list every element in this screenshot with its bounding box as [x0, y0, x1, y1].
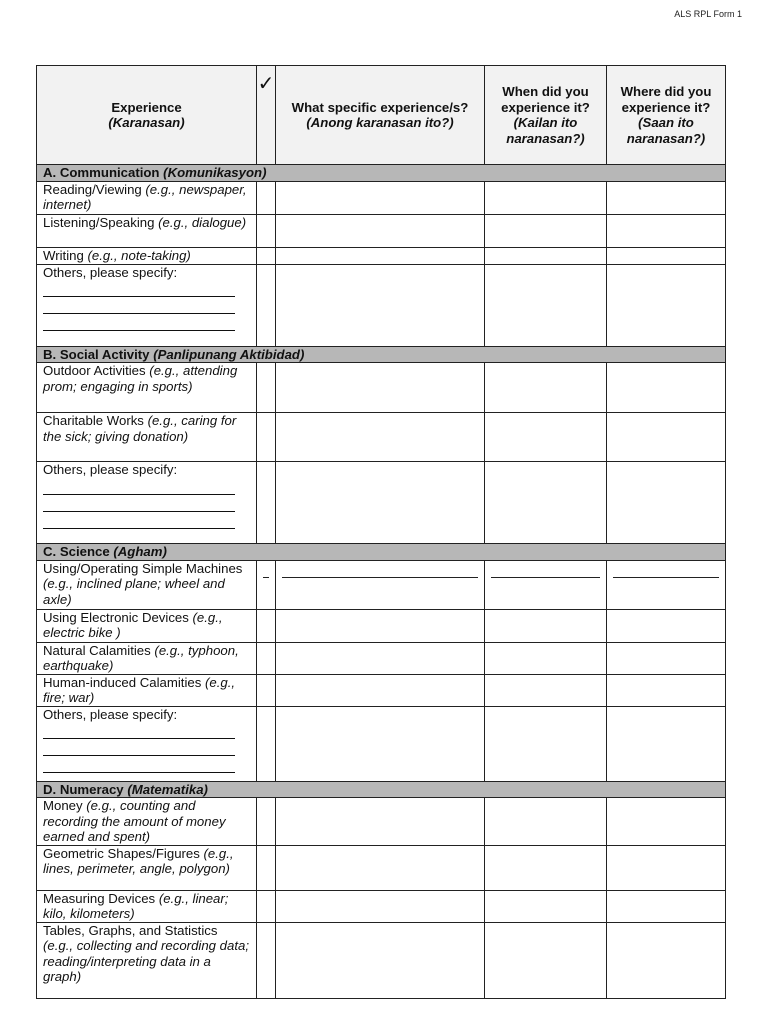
where-cell[interactable] [607, 560, 726, 609]
when-cell[interactable] [485, 642, 607, 674]
when-cell[interactable] [485, 845, 607, 890]
specify-line[interactable] [43, 739, 235, 756]
where-cell[interactable] [607, 706, 726, 781]
when-cell[interactable] [485, 609, 607, 642]
what-cell[interactable] [276, 181, 485, 214]
check-cell[interactable] [257, 181, 276, 214]
when-cell[interactable] [485, 560, 607, 609]
table-row: Using/Operating Simple Machines (e.g., inclined plane; wheel and axle) [37, 560, 726, 609]
header-when: When did you experience it? (Kailan ito naranasan?) [485, 66, 607, 165]
table-row: Others, please specify: [37, 264, 726, 346]
when-cell[interactable] [485, 264, 607, 346]
form-label: ALS RPL Form 1 [674, 9, 742, 19]
table-row: Money (e.g., counting and recording the amount of money earned and spent) [37, 798, 726, 846]
table-row: Human-induced Calamities (e.g., fire; war) [37, 674, 726, 706]
what-cell[interactable] [276, 706, 485, 781]
table-row: Charitable Works (e.g., caring for the sick; giving donation) [37, 413, 726, 462]
when-cell[interactable] [485, 890, 607, 922]
check-cell[interactable] [257, 706, 276, 781]
table-row: Geometric Shapes/Figures (e.g., lines, perimeter, angle, polygon) [37, 845, 726, 890]
where-cell[interactable] [607, 642, 726, 674]
table-row: Measuring Devices (e.g., linear; kilo, kilometers) [37, 890, 726, 922]
what-cell[interactable] [276, 247, 485, 264]
specify-line[interactable] [43, 314, 235, 331]
specify-line[interactable] [43, 495, 235, 512]
section-header: C. Science (Agham) [37, 544, 726, 561]
where-cell[interactable] [607, 845, 726, 890]
check-cell[interactable] [257, 462, 276, 544]
where-cell[interactable] [607, 890, 726, 922]
what-cell[interactable] [276, 413, 485, 462]
header-what: What specific experience/s? (Anong karanasan ito?) [276, 66, 485, 165]
when-cell[interactable] [485, 247, 607, 264]
check-cell[interactable] [257, 413, 276, 462]
header-check [257, 66, 276, 165]
where-cell[interactable] [607, 363, 726, 413]
check-cell[interactable] [257, 363, 276, 413]
what-cell[interactable] [276, 922, 485, 998]
what-cell[interactable] [276, 462, 485, 544]
when-cell[interactable] [485, 798, 607, 846]
table-row: Writing (e.g., note-taking) [37, 247, 726, 264]
when-cell[interactable] [485, 363, 607, 413]
section-header: D. Numeracy (Matematika) [37, 781, 726, 798]
specify-line[interactable] [43, 722, 235, 739]
table-row: Using Electronic Devices (e.g., electric bike ) [37, 609, 726, 642]
where-cell[interactable] [607, 674, 726, 706]
table-row: Natural Calamities (e.g., typhoon, earthquake) [37, 642, 726, 674]
where-cell[interactable] [607, 181, 726, 214]
specify-line[interactable] [43, 280, 235, 297]
where-cell[interactable] [607, 798, 726, 846]
specify-line[interactable] [43, 512, 235, 529]
what-cell[interactable] [276, 642, 485, 674]
what-cell[interactable] [276, 560, 485, 609]
table-row: Others, please specify: [37, 462, 726, 544]
table-row: Reading/Viewing (e.g., newspaper, internet) [37, 181, 726, 214]
table-row: Tables, Graphs, and Statistics (e.g., collecting and recording data; reading/interpreting data in a graph) [37, 922, 726, 998]
when-cell[interactable] [485, 922, 607, 998]
when-cell[interactable] [485, 674, 607, 706]
check-cell[interactable] [257, 674, 276, 706]
header-where: Where did you experience it? (Saan ito naranasan?) [607, 66, 726, 165]
where-cell[interactable] [607, 922, 726, 998]
what-cell[interactable] [276, 798, 485, 846]
what-cell[interactable] [276, 845, 485, 890]
header-row [37, 66, 726, 165]
when-cell[interactable] [485, 462, 607, 544]
check-cell[interactable] [257, 642, 276, 674]
where-cell[interactable] [607, 413, 726, 462]
check-cell[interactable] [257, 214, 276, 247]
check-cell[interactable] [257, 845, 276, 890]
where-cell[interactable] [607, 609, 726, 642]
check-cell[interactable] [257, 922, 276, 998]
specify-line[interactable] [43, 297, 235, 314]
what-cell[interactable] [276, 609, 485, 642]
where-cell[interactable] [607, 264, 726, 346]
when-cell[interactable] [485, 181, 607, 214]
table-row: Outdoor Activities (e.g., attending prom; engaging in sports) [37, 363, 726, 413]
section-header: A. Communication (Komunikasyon) [37, 165, 726, 182]
table-row: Listening/Speaking (e.g., dialogue) [37, 214, 726, 247]
check-cell[interactable] [257, 798, 276, 846]
what-cell[interactable] [276, 264, 485, 346]
experience-table [36, 65, 726, 999]
check-cell[interactable] [257, 264, 276, 346]
when-cell[interactable] [485, 214, 607, 247]
check-cell[interactable] [257, 560, 276, 609]
check-cell[interactable] [257, 890, 276, 922]
check-cell[interactable] [257, 609, 276, 642]
checkmark-icon: ✓ [257, 71, 275, 95]
where-cell[interactable] [607, 214, 726, 247]
table-row: Others, please specify: [37, 706, 726, 781]
header-experience: Experience (Karanasan) [37, 66, 257, 165]
what-cell[interactable] [276, 214, 485, 247]
what-cell[interactable] [276, 363, 485, 413]
where-cell[interactable] [607, 462, 726, 544]
check-cell[interactable] [257, 247, 276, 264]
specify-line[interactable] [43, 478, 235, 495]
where-cell[interactable] [607, 247, 726, 264]
specify-line[interactable] [43, 756, 235, 773]
what-cell[interactable] [276, 674, 485, 706]
what-cell[interactable] [276, 890, 485, 922]
when-cell[interactable] [485, 413, 607, 462]
when-cell[interactable] [485, 706, 607, 781]
section-header: B. Social Activity (Panlipunang Aktibidad) [37, 346, 726, 363]
